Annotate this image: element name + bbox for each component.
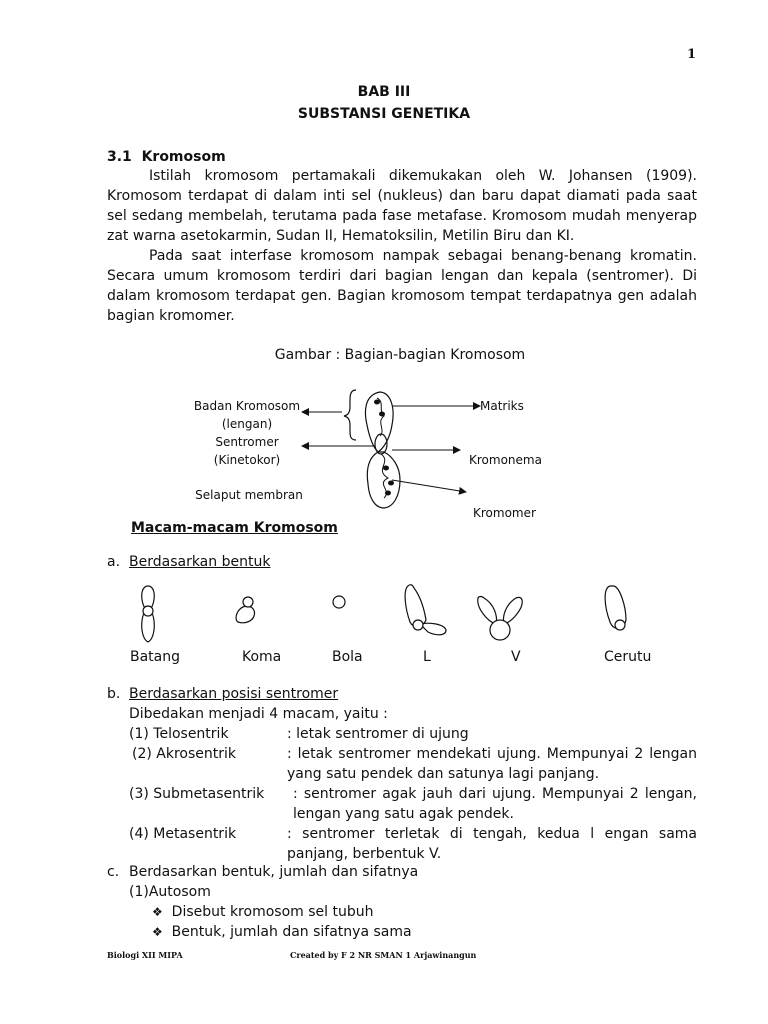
paragraph-1: Istilah kromosom pertamakali dikemukakan oleh W. Johansen (1909). Kromosom terdapat di dalam inti sel (nukleus) dan baru dapat diamati pada saat sel sedang membelah, terutama pada fase metafase. Kromosom mudah menyerap zat warna asetokarmin, Sudan II, Hematoksilin, Metilin Biru dan KI.: [107, 168, 697, 244]
label-sentromer: Sentromer: [215, 435, 279, 449]
section-b-intro: Dibedakan menjadi 4 macam, yaitu :: [129, 706, 388, 722]
shape-koma: [236, 597, 254, 623]
diamond-bullet-icon: ❖: [152, 905, 163, 919]
figure-caption: Gambar : Bagian-bagian Kromosom: [274, 347, 526, 363]
footer-left: Biologi XII MIPA: [107, 950, 183, 960]
shape-label-v: V: [511, 649, 521, 665]
bullet-text: Bentuk, jumlah dan sifatnya sama: [171, 924, 412, 940]
shape-label-koma: Koma: [242, 649, 282, 665]
chromomere: [374, 400, 380, 405]
diamond-bullet-icon: ❖: [152, 925, 163, 939]
def-metasentrik: : sentromer terletak di tengah, kedua l engan sama panjang, berbentuk V.: [287, 826, 697, 862]
bullet-text: Disebut kromosom sel tubuh: [171, 904, 374, 920]
section-a-title: Berdasarkan bentuk: [129, 554, 271, 570]
section-b-title: Berdasarkan posisi sentromer: [129, 686, 339, 702]
chromomere: [385, 491, 391, 496]
shape-bola: [333, 596, 345, 608]
label-matriks: Matriks: [480, 399, 524, 413]
shape-label-cerutu: Cerutu: [604, 649, 652, 665]
brace-shape: [344, 390, 356, 440]
chromosome-diagram: [0, 380, 768, 520]
term-telosentrik: (1) Telosentrik: [129, 726, 229, 742]
term-akrosentrik: (2) Akrosentrik: [132, 746, 237, 762]
bullet-item: [152, 902, 373, 922]
paragraph-2: Pada saat interfase kromosom nampak sebagai benang-benang kromatin. Secara umum kromosom terdiri dari bagian lengan dan kepala (sentromer). Di dalam kromosom terdapat gen. Bagian kromosom tempat terdapatnya gen adalah bagian kromomer.: [107, 248, 697, 324]
section-c-title: Berdasarkan bentuk, jumlah dan sifatnya: [129, 864, 419, 880]
types-heading: Macam-macam Kromosom: [131, 520, 338, 536]
shape-v: [478, 597, 522, 641]
shape-illustrations: [0, 578, 768, 648]
label-selaput-membran: Selaput membran: [195, 488, 303, 502]
shape-cerutu: [605, 586, 626, 630]
shape-label-bola: Bola: [332, 649, 363, 665]
section-title: Kromosom: [141, 149, 226, 165]
chapter-label: BAB III: [357, 84, 411, 100]
label-badan-kromosom: Badan Kromosom: [193, 399, 301, 413]
term-metasentrik: (4) Metasentrik: [129, 826, 237, 842]
chromomere: [383, 466, 389, 471]
label-kinetokor: (Kinetokor): [213, 453, 281, 467]
section-a-marker: a.: [107, 554, 121, 570]
shape-batang: [142, 586, 155, 642]
page-number: 1: [686, 47, 696, 62]
bullet-item: [152, 922, 412, 942]
section-c-marker: c.: [107, 864, 120, 880]
shape-label-l: L: [423, 649, 431, 665]
label-kromonema: Kromonema: [469, 453, 542, 467]
def-akrosentrik: : letak sentromer mendekati ujung. Mempunyai 2 lengan yang satu pendek dan satunya lagi panjang.: [287, 746, 697, 782]
chapter-title: SUBSTANSI GENETIKA: [297, 106, 471, 122]
section-b-marker: b.: [107, 686, 121, 702]
chromomere: [379, 412, 385, 417]
def-telosentrik: : letak sentromer di ujung: [287, 726, 469, 742]
shape-label-batang: Batang: [130, 649, 181, 665]
chromomere: [388, 481, 394, 486]
section-c-sub: (1)Autosom: [129, 884, 211, 900]
label-lengan: (lengan): [221, 417, 273, 431]
body-text: [107, 166, 697, 326]
term-submetasentrik: (3) Submetasentrik: [129, 786, 265, 802]
arrow-kromomer: [392, 480, 466, 492]
def-submetasentrik: : sentromer agak jauh dari ujung. Mempunyai 2 lengan, lengan yang satu agak pendek.: [293, 786, 697, 822]
shape-l: [405, 585, 446, 635]
footer-center: Created by F 2 NR SMAN 1 Arjawinangun: [290, 950, 477, 960]
section-heading: [107, 147, 226, 167]
label-kromomer: Kromomer: [473, 506, 536, 520]
section-number: 3.1: [107, 149, 132, 165]
